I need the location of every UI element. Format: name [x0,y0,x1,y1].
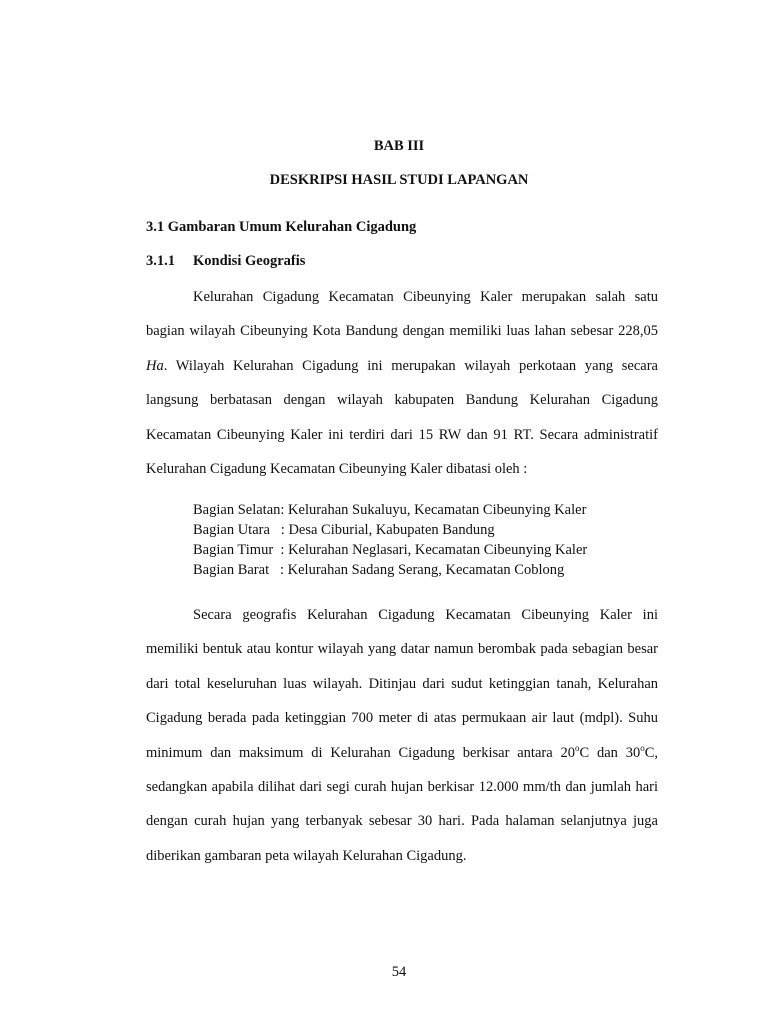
border-separator: : [280,522,289,538]
borders-list [193,500,587,580]
border-label: Bagian Timur [193,542,281,558]
paragraph2-text-a: Secara geografis Kelurahan Cigadung Kecamatan Cibeunying Kaler ini memiliki bentuk atau kontur wilayah yang datar namun berombak pada sebagian besar dari total keseluruhan luas wilayah. Ditinjau dari sudut ketinggian tanah, Kelurahan Cigadung berada pada ketinggian 700 meter di atas permukaan air laut (mdpl). Suhu minimum dan maksimum di Kelurahan Cigadung berkisar antara 20 [146,607,658,761]
border-separator: : [280,542,289,558]
degree-superscript: o [640,742,645,753]
border-row-north [193,520,587,540]
paragraph-geography-detail [146,598,658,873]
paragraph1-text-a: Kelurahan Cigadung Kecamatan Cibeunying Kaler merupakan salah satu bagian wilayah Cibeunying Kota Bandung dengan memiliki luas lahan sebesar 228,05 [146,289,658,340]
subsection-number: 3.1.1 [146,253,175,269]
border-value: Kelurahan Sadang Serang, Kecamatan Coblong [287,562,565,578]
border-separator: : [279,562,288,578]
subsection-title: Kondisi Geografis [193,253,306,269]
border-separator: : [280,502,289,518]
page-number: 54 [391,964,407,980]
paragraph1-text-b: . Wilayah Kelurahan Cigadung ini merupakan wilayah perkotaan yang secara langsung berbatasan dengan wilayah kabupaten Bandung Kelurahan Cigadung Kecamatan Cibeunying Kaler ini terdiri dari 15 RW dan 91 RT. Secara administratif Kelurahan Cigadung Kecamatan Cibeunying Kaler dibatasi oleh : [146,357,658,478]
border-label: Bagian Barat [193,562,280,578]
border-row-east [193,540,587,560]
subsection-heading [146,253,305,270]
border-value: Desa Ciburial, Kabupaten Bandung [288,522,495,538]
border-row-west [193,560,587,580]
chapter-title: DESKRIPSI HASIL STUDI LAPANGAN [269,172,529,188]
border-row-south [193,500,587,520]
section-heading: 3.1 Gambaran Umum Kelurahan Cigadung [146,219,417,235]
border-value: Kelurahan Sukaluyu, Kecamatan Cibeunying Kaler [288,502,587,518]
chapter-heading: BAB III [373,138,425,154]
paragraph2-text-c: C, sedangkan apabila dilihat dari segi curah hujan berkisar 12.000 mm/th dan jumlah hari dengan curah hujan yang terbanyak sebesar 30 hari. Pada halaman selanjutnya juga diberikan gambaran peta wilayah Kelurahan Cigadung. [146,744,659,864]
degree-superscript: o [574,742,580,753]
border-label: Bagian Utara [193,522,281,538]
paragraph2-text-b: C dan 30 [579,744,641,761]
paragraph-geography-intro [146,280,658,486]
border-value: Kelurahan Neglasari, Kecamatan Cibeunying Kaler [288,542,588,558]
area-unit: Ha [146,357,164,374]
border-label: Bagian Selatan [193,502,281,518]
